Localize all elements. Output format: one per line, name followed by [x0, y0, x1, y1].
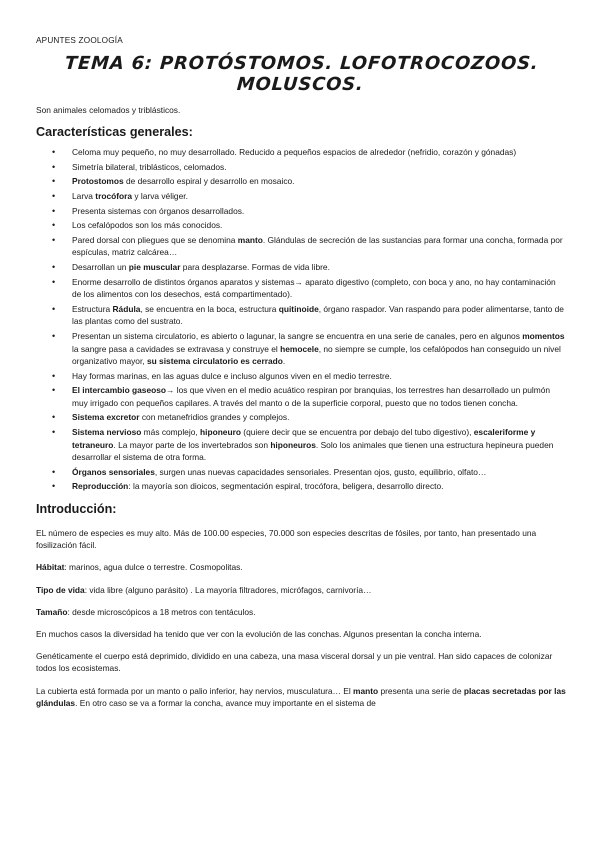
list-item: [36, 219, 566, 232]
text-run: (quiere decir que se encuentra por debajo del tubo digestivo),: [240, 427, 474, 438]
text-run: Desarrollan un: [72, 261, 129, 272]
list-item: [36, 146, 566, 159]
bullet-icon: •: [52, 234, 56, 245]
text-run: más complejo,: [141, 427, 201, 438]
bullet-icon: •: [52, 205, 56, 216]
bullet-icon: •: [52, 330, 56, 341]
text-run: : marinos, agua dulce o terrestre. Cosmopolitas.: [64, 562, 243, 573]
bullet-icon: •: [52, 161, 56, 172]
bold-term: manto: [237, 234, 263, 245]
text-run: , órgano raspador. Van raspando para poder alimentarse, tanto de las plantas como del sustrato.: [72, 303, 564, 327]
list-item: [36, 370, 566, 383]
bold-term: hiponeuros: [270, 439, 316, 450]
bold-term: El intercambio gaseoso→: [72, 385, 175, 396]
text-run: .: [282, 356, 286, 367]
bullet-icon: •: [52, 427, 56, 438]
bold-term: Protostomos: [72, 176, 124, 187]
bullet-icon: •: [52, 481, 56, 492]
list-item: [36, 276, 566, 301]
bold-term: placas secretadas por las glándulas: [36, 685, 566, 708]
bold-term: momentos: [522, 330, 565, 341]
intro-line: Son animales celomados y triblásticos.: [36, 105, 181, 115]
text-run: Hay formas marinas, en las aguas dulce e incluso algunos viven en el medio terrestre.: [72, 370, 392, 381]
list-item: [36, 205, 566, 218]
bold-term: Tamaño: [36, 606, 68, 617]
list-item: [36, 426, 566, 464]
text-run: , surgen unas nuevas capacidades sensoriales. Presentan ojos, gusto, equilibrio, olfato…: [154, 466, 487, 477]
text-run: : la mayoría son dioicos, segmentación espiral, trocófora, beligera, desarrollo directo.: [128, 481, 444, 492]
bullet-icon: •: [52, 466, 56, 477]
paragraph: [36, 685, 566, 709]
paragraph: [36, 527, 566, 551]
text-run: la sangre pasa a cavidades se extravasa y construye el: [72, 343, 281, 354]
bullet-icon: •: [52, 412, 56, 423]
bullet-icon: •: [52, 276, 56, 287]
bold-term: pie muscular: [128, 261, 181, 272]
text-run: Celoma muy pequeño, no muy desarrollado. Reducido a pequeños espacios de alrededor (nefridio, corazón y gónadas): [72, 147, 517, 158]
bold-term: hiponeuro: [200, 427, 241, 438]
section-heading-caracteristicas: Características generales:: [36, 125, 193, 140]
paragraph: [36, 584, 566, 596]
bold-term: Tipo de vida: [36, 584, 85, 595]
list-item: [36, 384, 566, 409]
list-item: [36, 190, 566, 203]
text-run: Larva: [72, 190, 96, 201]
text-run: En muchos casos la diversidad ha tenido que ver con la evolución de las conchas. Algunos presentan la concha interna.: [36, 629, 482, 640]
bullet-icon: •: [52, 370, 56, 381]
bold-term: escaleriforme y tetraneuro: [72, 427, 536, 450]
bullet-icon: •: [52, 147, 56, 158]
list-item: [36, 480, 566, 493]
list-item: [36, 303, 566, 328]
bold-term: Hábitat: [36, 562, 65, 573]
bold-term: Órganos sensoriales: [72, 466, 155, 477]
bullet-icon: •: [52, 385, 56, 396]
list-item: [36, 466, 566, 479]
text-run: los que viven en el medio acuático respiran por branquias, los terrestres han desarrollado un pulmón muy irrigado con pequeños capilares. A través del manto o de la superficie corporal, puesto que no todos tienen concha.: [72, 385, 551, 408]
bullet-icon: •: [52, 261, 56, 272]
text-run: Pared dorsal con pliegues que se denomina: [72, 234, 238, 245]
list-item: [36, 330, 566, 368]
text-run: : vida libre (alguno parásito) . La mayoría filtradores, micrófagos, carnivoría…: [84, 584, 372, 595]
paragraph: [36, 628, 566, 640]
text-run: Enorme desarrollo de distintos órganos aparatos y sistemas→ aparato digestivo (completo, con boca y ano, no hay contaminación de los alimentos con los desechos, está compartimentado).: [72, 276, 556, 300]
bold-term: Rádula: [112, 303, 141, 314]
bold-term: trocófora: [95, 190, 133, 201]
list-item: [36, 161, 566, 174]
text-run: La cubierta está formada por un manto o palio inferior, hay nervios, musculatura… El: [36, 685, 354, 696]
text-run: Presenta sistemas con órganos desarrollados.: [72, 205, 245, 216]
page-title: TEMA 6: PROTÓSTOMOS. LOFOTROCOZOOS. MOLUSCOS.: [64, 53, 540, 95]
text-run: Genéticamente el cuerpo está deprimido, dividido en una cabeza, una masa visceral dorsal y un pie ventral. Han sido capaces de colonizar todos los ecosistemas.: [36, 651, 553, 674]
text-run: para desplazarse. Formas de vida libre.: [180, 261, 330, 272]
section-heading-introduccion: Introducción:: [36, 502, 117, 517]
text-run: : desde microscópicos a 18 metros con tentáculos.: [67, 606, 256, 617]
introduction-paragraphs: [36, 527, 566, 709]
text-run: Presentan un sistema circulatorio, es abierto o lagunar, la sangre se encuentra en una serie de canales, pero en algunos: [72, 330, 523, 341]
list-item: [36, 261, 566, 274]
list-item: [36, 175, 566, 188]
bullet-icon: •: [52, 176, 56, 187]
bold-term: manto: [353, 685, 379, 696]
bullet-icon: •: [52, 190, 56, 201]
bold-term: Sistema nervioso: [72, 427, 142, 438]
list-item: [36, 234, 566, 259]
text-run: , no siempre se cumple, los cefalópodos han conseguido un nivel organizativo mayor,: [72, 343, 561, 367]
text-run: . La mayor parte de los invertebrados son: [113, 439, 271, 450]
text-run: . Solo los animales que tienen una estructura hepineura pueden desarrollar el sistema de otra forma.: [72, 439, 554, 463]
bullet-icon: •: [52, 220, 56, 231]
paragraph: [36, 606, 566, 618]
bold-term: Reproducción: [72, 481, 129, 492]
text-run: , se encuentra en la boca, estructura: [140, 303, 279, 314]
paragraph: [36, 650, 566, 674]
text-run: y larva véliger.: [132, 190, 188, 201]
bold-term: Sistema excretor: [72, 412, 140, 423]
text-run: de desarrollo espiral y desarrollo en mosaico.: [123, 176, 295, 187]
document-page: [36, 36, 566, 719]
document-header: APUNTES ZOOLOGÍA: [36, 36, 123, 45]
bullet-icon: •: [52, 303, 56, 314]
bold-term: quitinoide: [278, 303, 319, 314]
bold-term: su sistema circulatorio es cerrado: [146, 356, 283, 367]
characteristics-list: [36, 146, 566, 493]
text-run: con metanefridios grandes y complejos.: [139, 412, 290, 423]
list-item: [36, 411, 566, 424]
text-run: . En otro caso se va a formar la concha, avance muy importante en el sistema de: [75, 697, 376, 708]
text-run: EL número de especies es muy alto. Más de 100.00 especies, 70.000 son especies descritas de fósiles, por tanto, han presentado una fosilización fácil.: [36, 528, 537, 551]
text-run: presenta una serie de: [378, 685, 464, 696]
text-run: Simetría bilateral, triblásticos, celomados.: [72, 161, 227, 172]
text-run: Los cefalópodos son los más conocidos.: [72, 220, 223, 231]
text-run: Estructura: [72, 303, 113, 314]
text-run: . Glándulas de secreción de las sustancias para formar una concha, formada por espículas, matriz calcárea…: [72, 234, 563, 258]
paragraph: [36, 561, 566, 573]
bold-term: hemocele: [280, 343, 319, 354]
